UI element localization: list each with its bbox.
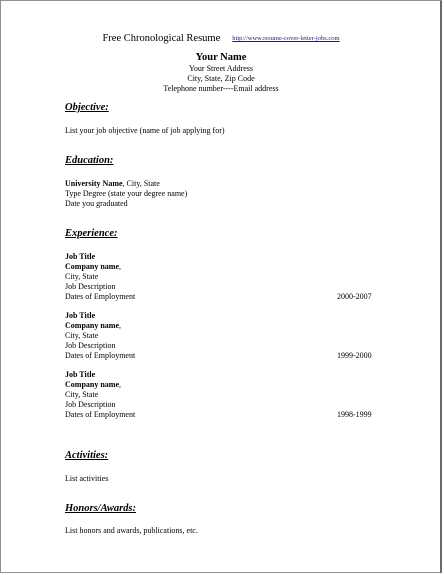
contact-block: [1, 51, 441, 94]
honors-text: List honors and awards, publications, etc.: [65, 526, 198, 535]
company-name: Company name: [65, 262, 120, 271]
company-name: Company name: [65, 321, 120, 330]
job-title: Job Title: [65, 252, 96, 261]
job-location: City, State: [65, 390, 99, 399]
company-comma: ,: [119, 380, 122, 389]
education-heading: Education:: [65, 155, 114, 166]
employment-dates-label: Dates of Employment: [65, 410, 136, 419]
job-description: Job Description: [65, 341, 116, 350]
graduation-line: Date you graduated: [65, 199, 128, 208]
university-location: , City, State: [122, 179, 160, 188]
document-title: Free Chronological Resume: [102, 33, 221, 44]
job-entry: [65, 370, 135, 420]
company-comma: ,: [119, 262, 122, 271]
job-location: City, State: [65, 272, 99, 281]
university-line: [65, 179, 187, 189]
activities-text: List activities: [65, 474, 109, 483]
job-title: Job Title: [65, 311, 96, 320]
company-name: Company name: [65, 380, 120, 389]
activities-heading: Activities:: [65, 450, 109, 461]
employment-dates-label: Dates of Employment: [65, 292, 136, 301]
website-link[interactable]: http://www.resume-cover-letter-jobs.com: [232, 35, 340, 42]
objective-text: List your job objective (name of job applying for): [65, 126, 225, 135]
document-header: [1, 28, 441, 46]
applicant-name: Your Name: [195, 52, 247, 63]
phone-email: Telephone number----Email address: [163, 84, 279, 93]
experience-heading: Experience:: [65, 228, 118, 239]
job-entry: [65, 311, 135, 361]
street-address: Your Street Address: [188, 64, 254, 73]
employment-dates: 1998-1999: [337, 410, 372, 419]
employment-dates-label: Dates of Employment: [65, 351, 136, 360]
job-description: Job Description: [65, 282, 116, 291]
company-comma: ,: [119, 321, 122, 330]
city-state-zip: City, State, Zip Code: [187, 74, 255, 83]
university-name: University Name: [65, 179, 123, 188]
education-block: [65, 179, 187, 209]
honors-heading: Honors/Awards:: [65, 503, 136, 514]
employment-dates: 2000-2007: [337, 292, 372, 301]
degree-line: Type Degree (state your degree name): [65, 189, 188, 198]
job-title: Job Title: [65, 370, 96, 379]
objective-heading: Objective:: [65, 102, 109, 113]
employment-dates: 1999-2000: [337, 351, 372, 360]
job-description: Job Description: [65, 400, 116, 409]
job-location: City, State: [65, 331, 99, 340]
job-entry: [65, 252, 135, 302]
